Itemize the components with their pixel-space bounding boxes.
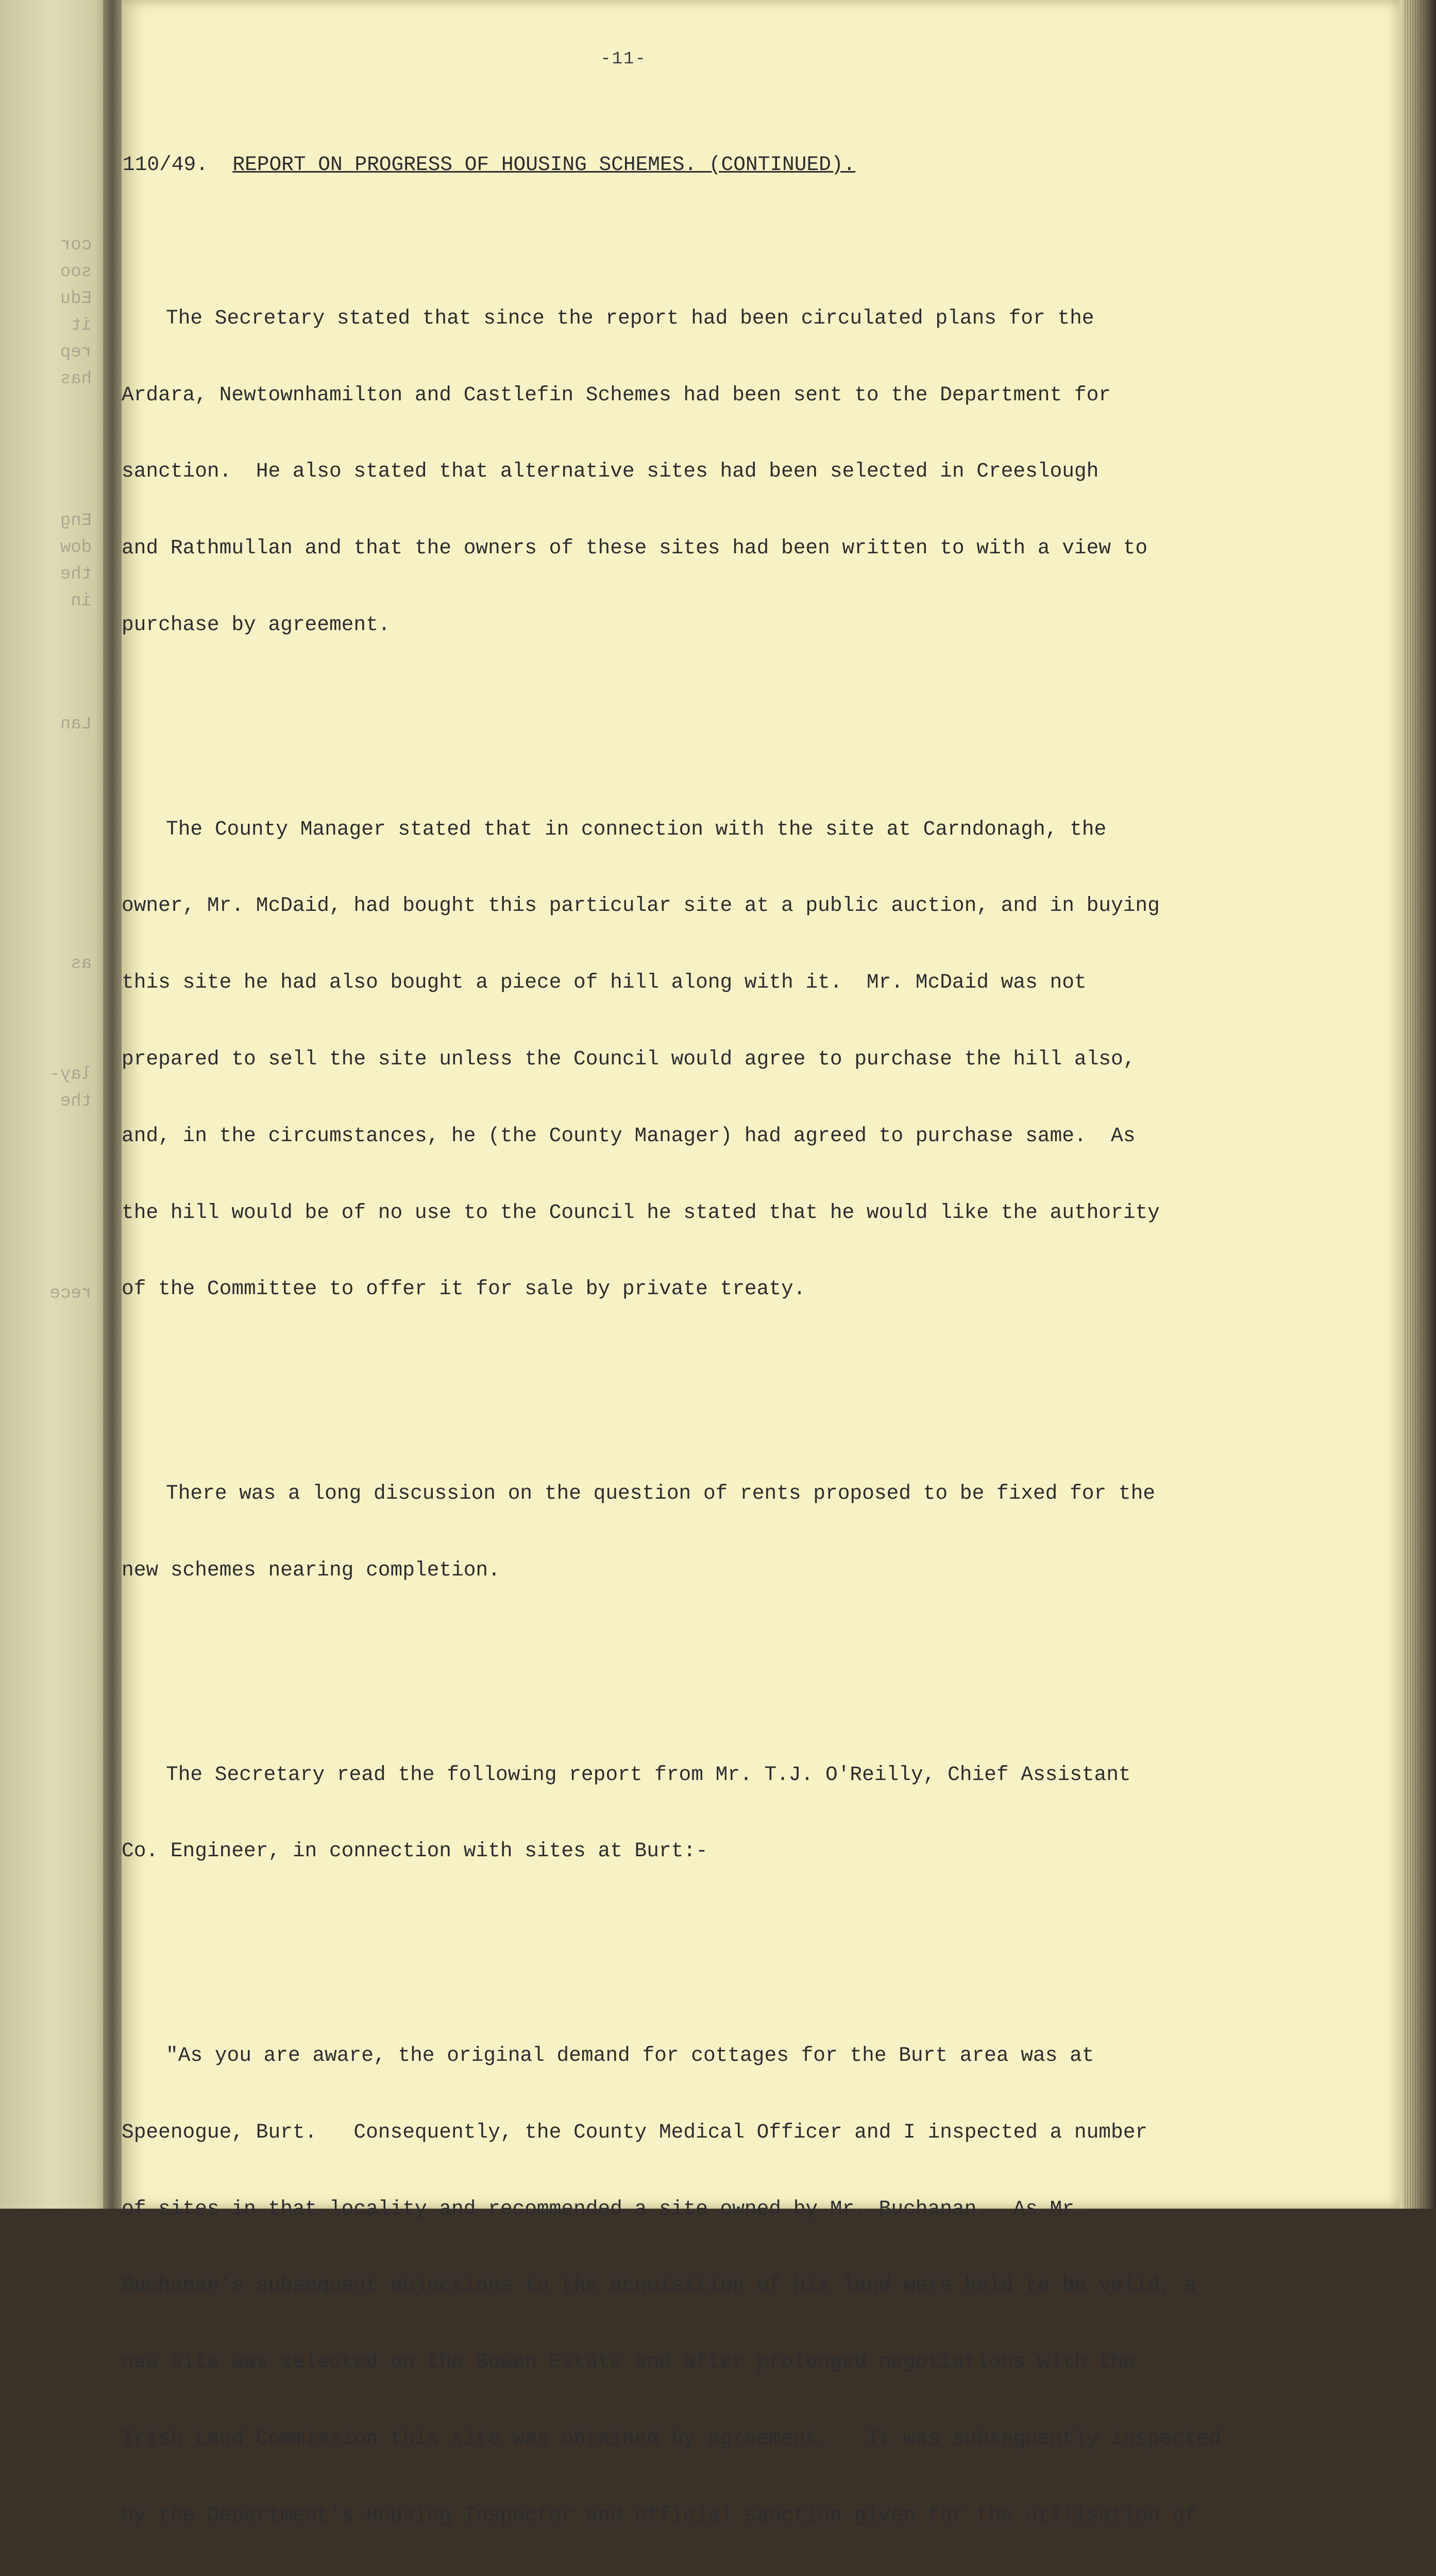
fragment: the	[60, 565, 92, 584]
fragment: rece	[49, 1284, 92, 1303]
document-body	[122, 101, 1343, 2576]
paragraph-county-manager	[122, 765, 1343, 1353]
heading	[122, 152, 1343, 178]
text-line: The Secretary read the following report from Mr. T.J. O'Reilly, Chief Assistant	[166, 1762, 1131, 1786]
fragment: lay-	[49, 1065, 92, 1084]
minute-ref: 110/49.	[123, 153, 208, 177]
fragment: has	[60, 369, 92, 389]
paragraph-rents	[122, 1430, 1343, 1634]
fragment: as	[71, 954, 92, 974]
text-line: sanction. He also stated that alternative sites had been selected in Creeslough	[122, 460, 1099, 483]
text-line: Ardara, Newtownhamilton and Castlefin Schemes had been sent to the Department for	[122, 383, 1111, 406]
fragment: soo	[60, 262, 92, 282]
paragraph-secretary	[122, 255, 1343, 689]
fragment: it	[71, 316, 92, 335]
text-line: Buchanan's subsequent objections to the acquisition of his land were held to be valid, a	[122, 2274, 1196, 2297]
text-line: new site was selected on the Bowen Estate and after prolonged negotiations with the	[122, 2350, 1136, 2374]
fragment: dow	[60, 538, 92, 557]
text-line: and Rathmullan and that the owners of these sites had been written to with a view to	[122, 536, 1148, 560]
report-paragraph-burt	[122, 1992, 1343, 2576]
text-line: of the Committee to offer it for sale by private treaty.	[122, 1277, 806, 1301]
paragraph-report-intro	[122, 1710, 1343, 1915]
fragment: Lan	[60, 715, 92, 734]
text-line: this site he had also bought a piece of hill along with it. Mr. McDaid was not	[122, 971, 1087, 994]
text-line: and, in the circumstances, he (the County Manager) had agreed to purchase same. As	[122, 1124, 1136, 1147]
fragment: in	[71, 591, 92, 611]
text-line: The Secretary stated that since the report had been circulated plans for the	[166, 306, 1094, 330]
text-line: The County Manager stated that in connection with the site at Carndonagh, the	[166, 817, 1107, 841]
text-line: prepared to sell the site unless the Council would agree to purchase the hill also,	[122, 1047, 1136, 1071]
text-line: of sites in that locality and recommended a site owned by Mr. Buchanan. As Mr.	[122, 2197, 1087, 2221]
text-line: purchase by agreement.	[122, 613, 391, 636]
fragment: Edu	[60, 289, 92, 309]
page-number: -11-	[600, 49, 647, 69]
adjacent-page-text	[9, 951, 92, 977]
text-line: the hill would be of no use to the Council he stated that he would like the authority	[122, 1200, 1160, 1224]
text-line: by the Department's Housing Inspector and official sanction given for the utilisation of	[122, 2503, 1196, 2527]
adjacent-page-text	[9, 232, 92, 393]
adjacent-page-text	[9, 1280, 92, 1307]
text-line: Speenogue, Burt. Consequently, the County Medical Officer and I inspected a number	[122, 2120, 1148, 2144]
text-line: owner, Mr. McDaid, had bought this particular site at a public auction, and in buying	[122, 894, 1160, 918]
report-title: REPORT ON PROGRESS OF HOUSING SCHEMES. (CONTINUED).	[232, 153, 856, 177]
adjacent-page-text	[9, 711, 92, 738]
fragment: the	[60, 1092, 92, 1111]
text-line: There was a long discussion on the question of rents proposed to be fixed for the	[166, 1482, 1156, 1505]
page-edge-stack	[1405, 0, 1424, 2209]
fragment: cor	[60, 235, 92, 255]
text-line: new schemes nearing completion.	[122, 1558, 500, 1582]
text-line: Irish Land Commission this site was obtained by agreement. It was subsequently inspected	[122, 2427, 1221, 2451]
adjacent-page-text	[9, 1061, 92, 1115]
text-line: Co. Engineer, in connection with sites at Burt:-	[122, 1839, 708, 1863]
fragment: Eng	[60, 511, 92, 531]
adjacent-page-text	[9, 507, 92, 615]
book-gutter	[103, 0, 124, 2209]
fragment: rep	[60, 343, 92, 362]
text-line: "As you are aware, the original demand for cottages for the Burt area was at	[166, 2044, 1094, 2067]
